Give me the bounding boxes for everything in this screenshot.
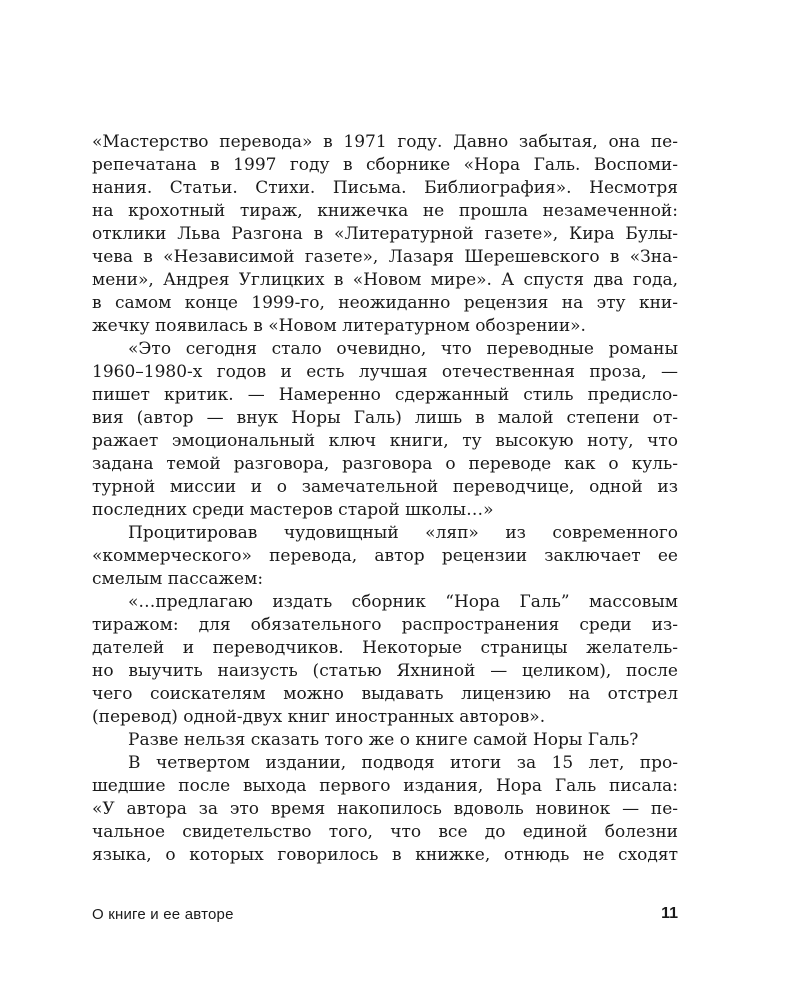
text-line: пишет критик. — Намеренно сдержанный стиль предисло- [92, 385, 678, 405]
text-line: отклики Льва Разгона в «Литературной газете», Кира Булы- [92, 224, 678, 244]
text-line: смелым пассажем: [92, 569, 264, 589]
text-line: Разве нельзя сказать того же о книге самой Норы Галь? [128, 730, 639, 750]
text-line: мени», Андрея Углицких в «Новом мире». А спустя два года, [92, 270, 678, 290]
running-title: О книге и ее авторе [92, 906, 234, 923]
text-line: задана темой разговора, разговора о переводе как о куль- [92, 454, 678, 474]
paragraph-2 [92, 338, 678, 522]
text-line: дателей и переводчиков. Некоторые страницы желатель- [92, 638, 678, 658]
text-line: 1960–1980-х годов и есть лучшая отечественная проза, — [92, 362, 678, 382]
text-line: «…предлагаю издать сборник “Нора Галь” массовым [128, 592, 678, 612]
text-line: языка, о которых говорилось в книжке, отнюдь не сходят [92, 845, 678, 865]
text-line: «У автора за это время накопилось вдоволь новинок — пе- [92, 799, 678, 819]
paragraph-4-quote [92, 591, 678, 729]
text-line: вия (автор — внук Норы Галь) лишь в малой степени от- [92, 408, 678, 428]
text-line: «коммерческого» перевода, автор рецензии заключает ее [92, 546, 678, 566]
paragraph-3 [92, 522, 678, 591]
text-line: чего соискателям можно выдавать лицензию на отстрел [92, 684, 678, 704]
text-line: последних среди мастеров старой школы…» [92, 500, 494, 520]
text-line: чева в «Независимой газете», Лазаря Шерешевского в «Зна- [92, 247, 678, 267]
text-line: тиражом: для обязательного распространения среди из- [92, 615, 678, 635]
body-text [92, 131, 678, 867]
text-line: (перевод) одной-двух книг иностранных авторов». [92, 707, 546, 727]
page-number: 11 [661, 905, 678, 922]
text-line: В четвертом издании, подводя итоги за 15 лет, про- [128, 753, 678, 773]
paragraph-6 [92, 752, 678, 867]
text-line: в самом конце 1999-го, неожиданно рецензия на эту кни- [92, 293, 678, 313]
text-line: Процитировав чудовищный «ляп» из современного [128, 523, 678, 543]
text-line: жечку появилась в «Новом литературном обозрении». [92, 316, 586, 336]
text-line: чальное свидетельство того, что все до единой болезни [92, 822, 678, 842]
text-line: «Это сегодня стало очевидно, что переводные романы [128, 339, 678, 359]
text-line: на крохотный тираж, книжечка не прошла незамеченной: [92, 201, 678, 221]
text-line: турной миссии и о замечательной переводчице, одной из [92, 477, 678, 497]
paragraph-1 [92, 131, 678, 338]
text-line: нания. Статьи. Стихи. Письма. Библиография». Несмотря [92, 178, 678, 198]
paragraph-5 [92, 729, 678, 752]
text-line: но выучить наизусть (статью Яхниной — целиком), после [92, 661, 678, 681]
text-line: шедшие после выхода первого издания, Нора Галь писала: [92, 776, 678, 796]
text-line: «Мастерство перевода» в 1971 году. Давно забытая, она пе- [92, 132, 678, 152]
text-line: ражает эмоциональный ключ книги, ту высокую ноту, что [92, 431, 678, 451]
text-line: репечатана в 1997 году в сборнике «Нора Галь. Воспоми- [92, 155, 678, 175]
